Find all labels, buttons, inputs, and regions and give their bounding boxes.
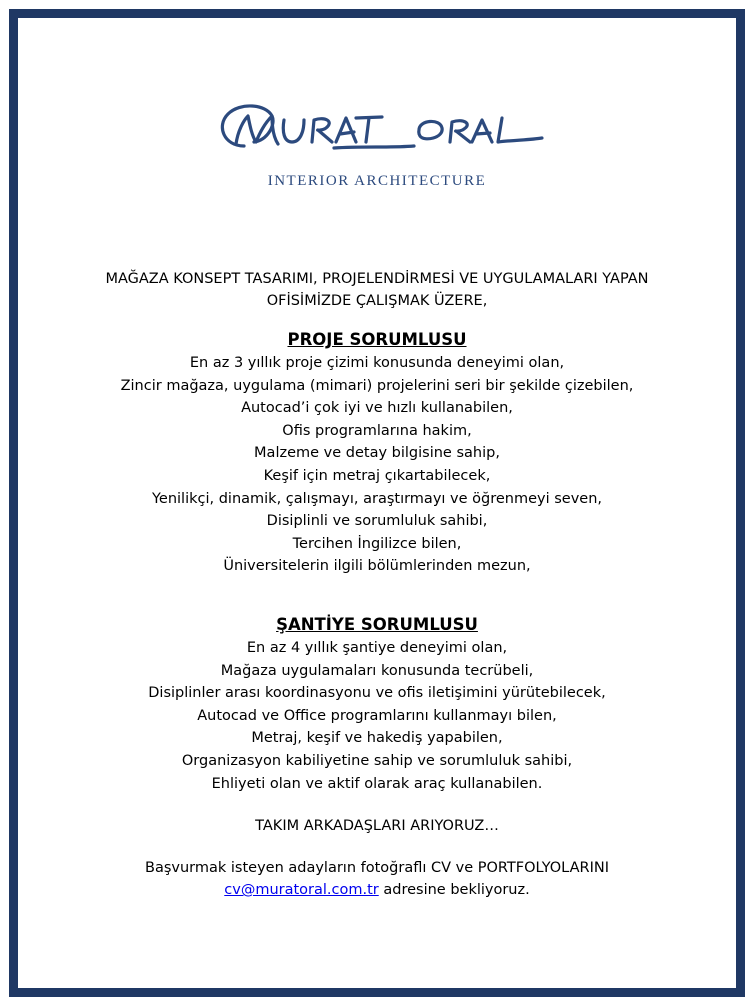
team-callout: TAKIM ARKADAŞLARI ARIYORUZ…: [255, 818, 499, 835]
list-item: Tercihen İngilizce bilen,: [292, 535, 462, 552]
list-item: Disiplinler arası koordinasyonu ve ofis iletişimini yürütebilecek,: [148, 685, 606, 702]
list-item: Mağaza uygulamaları konusunda tecrübeli,: [220, 662, 534, 679]
company-logo: [18, 96, 736, 206]
requirements-list-santiye: [18, 637, 736, 795]
murat-oral-signature-logo: [214, 96, 544, 166]
list-item: Autocad ve Office programlarını kullanmayı bilen,: [197, 707, 557, 724]
apply-email-line: [18, 879, 736, 901]
section-proje-sorumlusu: [18, 328, 736, 578]
intro-line-1: MAĞAZA KONSEPT TASARIMI, PROJELENDİRMESİ VE UYGULAMALARI YAPAN: [105, 271, 649, 287]
list-item: Metraj, keşif ve hakediş yapabilen,: [251, 730, 503, 747]
list-item: En az 4 yıllık şantiye deneyimi olan,: [246, 639, 508, 656]
job-posting-body: [18, 268, 736, 901]
application-info: [18, 857, 736, 901]
page-border-frame: [9, 9, 745, 997]
section-santiye-sorumlusu: [18, 613, 736, 795]
list-item: Malzeme ve detay bilgisine sahip,: [254, 445, 500, 462]
list-item: Yenilikçi, dinamik, çalışmayı, araştırmayı ve öğrenmeyi seven,: [151, 490, 603, 507]
section-title-santiye: ŞANTİYE SORUMLUSU: [276, 614, 478, 634]
list-item: Keşif için metraj çıkartabilecek,: [263, 467, 491, 484]
intro-line-2: OFİSİMİZDE ÇALIŞMAK ÜZERE,: [266, 293, 488, 309]
list-item: Ehliyeti olan ve aktif olarak araç kullanabilen.: [211, 775, 543, 792]
list-item: Autocad’i çok iyi ve hızlı kullanabilen,: [241, 400, 513, 417]
list-item: Organizasyon kabiliyetine sahip ve sorumluluk sahibi,: [181, 752, 573, 769]
logo-subtitle: INTERIOR ARCHITECTURE: [267, 173, 487, 189]
list-item: En az 3 yıllık proje çizimi konusunda deneyimi olan,: [189, 355, 565, 371]
list-item: Üniversitelerin ilgili bölümlerinden mezun,: [223, 558, 531, 575]
section-title-proje: PROJE SORUMLUSU: [287, 330, 467, 349]
list-item: Ofis programlarına hakim,: [282, 422, 472, 439]
list-item: Zincir mağaza, uygulama (mimari) projelerini seri bir şekilde çizebilen,: [120, 377, 634, 394]
list-item: Disiplinli ve sorumluluk sahibi,: [266, 513, 488, 530]
email-suffix: adresine bekliyoruz.: [378, 882, 530, 899]
email-link[interactable]: cv@muratoral.com.tr: [224, 882, 379, 899]
requirements-list-proje: [18, 352, 736, 578]
apply-instructions: Başvurmak isteyen adayların fotoğraflı CV ve PORTFOLYOLARINI: [145, 860, 609, 877]
